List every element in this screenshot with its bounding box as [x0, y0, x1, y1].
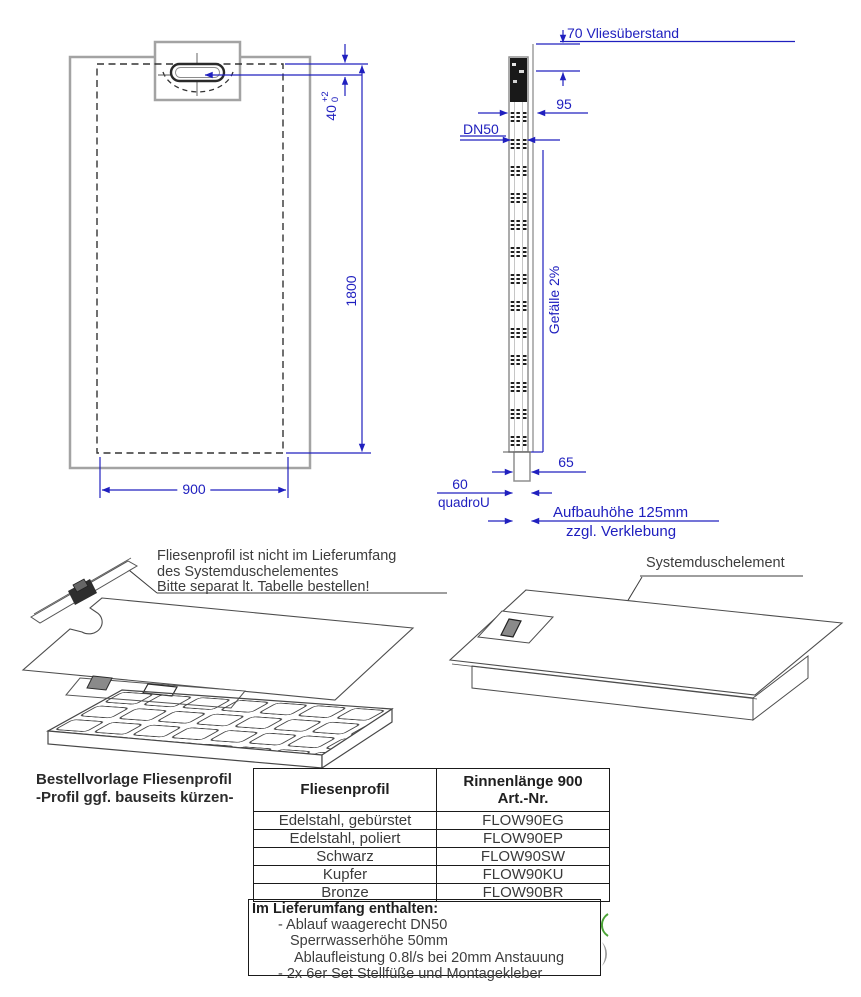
scope-item: Sperrwasserhöhe 50mm	[290, 933, 448, 950]
scope-of-delivery-box	[248, 899, 601, 982]
table-row: Kupfer FLOW90KU	[254, 866, 610, 884]
exploded-note-line2: des Systemduschelementes	[157, 563, 339, 580]
order-title-line2: -Profil ggf. bauseits kürzen-	[36, 788, 234, 806]
logo-green-arc-icon	[602, 914, 608, 936]
exploded-note	[157, 549, 396, 596]
table-row: Bronze FLOW90BR	[254, 884, 610, 902]
side-dimensions	[437, 30, 795, 521]
plan-view-drawing	[70, 42, 310, 468]
dim-length-label: 1800	[343, 275, 359, 307]
slope-label: Gefälle 2%	[546, 265, 562, 335]
scope-title: Im Lieferumfang enthalten:	[252, 901, 439, 917]
table-header-row	[254, 769, 610, 812]
build-height-note-label: zzgl. Verklebung	[566, 523, 677, 540]
dim-width-label: 900	[177, 481, 210, 497]
order-title	[36, 771, 234, 806]
logo-gray-crescent-icon	[602, 942, 607, 966]
system-element-label: Systemduschelement	[646, 555, 785, 571]
dim-fleece-label: 70 Vliesüberstand	[567, 25, 680, 41]
col-header-artnr: Rinnenlänge 900 Art.-Nr.	[437, 769, 610, 812]
col-header-profile: Fliesenprofil	[254, 769, 437, 812]
dim-95-label: 95	[556, 96, 572, 112]
slab	[450, 590, 842, 720]
dim-65-label: 65	[558, 454, 574, 470]
partial-logo-marks	[596, 908, 622, 970]
order-title-line1: Bestellvorlage Fliesenprofil	[36, 771, 232, 788]
side-view-drawing	[503, 44, 536, 481]
build-height-label: Aufbauhöhe 125mm	[553, 504, 689, 521]
scope-item: - Ablauf waagerecht DN50	[278, 917, 448, 934]
tolerance-label: +2 0	[320, 91, 341, 103]
table-row: Edelstahl, poliert FLOW90EP	[254, 830, 610, 848]
table-row: Schwarz FLOW90SW	[254, 848, 610, 866]
dim-drain-offset-label: 40 +2 0	[320, 91, 341, 121]
dn50-label: DN50	[463, 121, 499, 137]
exploded-note-line3: Bitte separat lt. Tabelle bestellen!	[157, 579, 370, 595]
scope-item: - 2x 6er Set Stellfüße und Montagekleber	[278, 965, 543, 982]
scope-item: Ablaufleistung 0.8l/s bei 20mm Anstauung	[294, 949, 565, 966]
system-element-drawing	[448, 548, 860, 748]
waffle-base	[48, 690, 392, 768]
table-row: Edelstahl, gebürstet FLOW90EG	[254, 812, 610, 830]
exploded-note-line1: Fliesenprofil ist nicht im Lieferumfang	[157, 548, 397, 564]
profile-order-table	[253, 768, 610, 902]
dim-60-label: 60	[452, 476, 468, 492]
quadrou-label: quadroU	[438, 495, 490, 510]
